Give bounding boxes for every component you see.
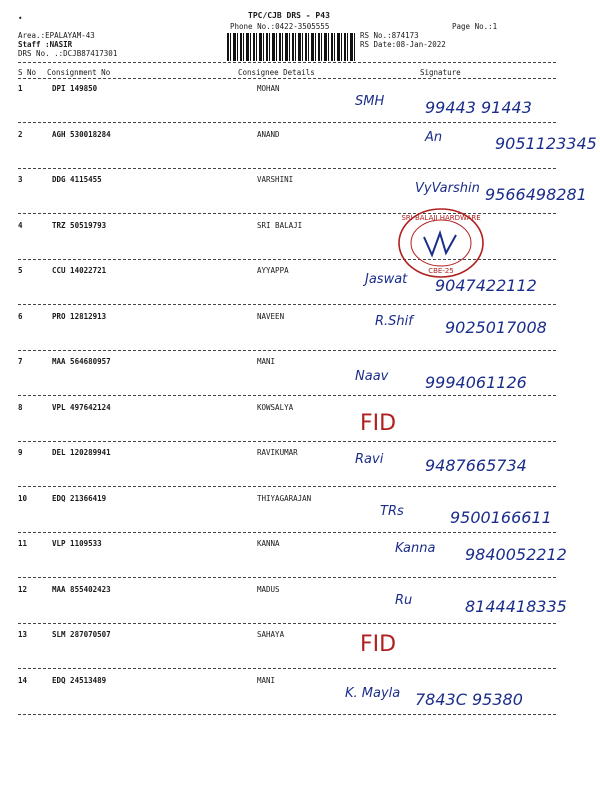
signature-mark: An — [425, 129, 443, 145]
area-label: Area.:EPALAYAM-43 — [18, 31, 95, 40]
signature-mark: K. Mayla — [345, 685, 401, 701]
consignee-name: NAVEEN — [257, 311, 285, 321]
consignee-name: SAHAYA — [257, 630, 285, 639]
consignment-number: SLM 287070507 — [52, 630, 111, 639]
row-number: 2 — [18, 129, 23, 139]
signature-mark: VyVarshin — [415, 181, 480, 196]
consignee-name: KANNA — [257, 539, 280, 548]
col-consignment: Consignment No — [47, 68, 111, 77]
row-divider — [18, 304, 556, 305]
signature-mark: Ru — [395, 592, 413, 608]
signature-mark: FID — [360, 410, 397, 436]
staff-label: Staff :NASIR — [18, 40, 73, 49]
signature-mark: R.Shif — [375, 313, 413, 329]
row-divider — [18, 350, 556, 351]
consignment-number: MAA 855402423 — [52, 584, 111, 594]
consignee-name: ANAND — [257, 129, 280, 139]
consignee-name: RAVIKUMAR — [257, 448, 298, 457]
rs-date: RS Date:08-Jan-2022 — [360, 40, 446, 49]
signature-phone: 9051123345 — [495, 133, 597, 153]
consignment-number: DDG 4115455 — [52, 175, 102, 184]
row-number: 9 — [18, 448, 23, 457]
row-divider — [18, 122, 556, 123]
signature-phone: 9500166611 — [450, 507, 552, 527]
consignment-number: AGH 530018284 — [52, 129, 111, 139]
consignment-number: DPI 149850 — [52, 84, 98, 93]
row-number: 8 — [18, 402, 23, 412]
rs-number: RS No.:874173 — [360, 31, 419, 40]
consignee-name: SRI BALAJI — [257, 220, 303, 230]
consignment-number: PRO 12812913 — [52, 311, 107, 321]
barcode — [227, 33, 357, 61]
row-number: 3 — [18, 175, 23, 184]
signature-phone: 9487665734 — [425, 456, 527, 475]
consignment-number: VPL 497642124 — [52, 402, 111, 412]
consignee-name: MOHAN — [257, 84, 280, 93]
row-number: 11 — [18, 539, 28, 548]
consignment-number: TRZ 50519793 — [52, 220, 107, 230]
signature-phone: 9840052212 — [465, 545, 567, 564]
phone-number: Phone No.:0422-3505555 — [230, 22, 330, 31]
row-divider — [18, 441, 556, 442]
page-number: Page No.:1 — [452, 22, 498, 31]
row-divider — [18, 714, 556, 715]
consignment-number: EDQ 24513489 — [52, 675, 107, 685]
signature-phone: 9566498281 — [485, 185, 587, 204]
stamp-bottom-text: CBE-25 — [428, 267, 454, 275]
consignment-number: DEL 120289941 — [52, 448, 111, 457]
consignment-number: EDQ 21366419 — [52, 493, 107, 503]
signature-mark: Jaswat — [365, 272, 408, 287]
col-signature: Signature — [420, 68, 461, 77]
consignee-name: AYYAPPA — [257, 266, 289, 275]
signature-mark: TRs — [380, 503, 404, 519]
signature-mark: Kanna — [395, 541, 436, 556]
row-divider — [18, 395, 556, 396]
row-number: 1 — [18, 84, 23, 93]
stamp-top-text: SRI BALAJI HARDWARE — [401, 214, 481, 222]
consignee-name: MADUS — [257, 584, 280, 594]
signature-phone: 9025017008 — [445, 317, 547, 337]
consignment-number: VLP 1109533 — [52, 539, 102, 548]
signature-phone: 7843C 95380 — [415, 689, 523, 709]
company-stamp — [396, 207, 486, 279]
row-divider — [18, 623, 556, 624]
consignee-name: THIYAGARAJAN — [257, 493, 312, 503]
signature-phone: 8144418335 — [465, 596, 567, 616]
row-number: 10 — [18, 493, 28, 503]
signature-phone: 9047422112 — [435, 276, 537, 295]
signature-mark: FID — [360, 632, 397, 657]
row-divider — [18, 668, 556, 669]
row-number: 6 — [18, 311, 23, 321]
row-divider — [18, 532, 556, 533]
signature-mark: Ravi — [355, 452, 384, 467]
row-number: 12 — [18, 584, 28, 594]
signature-mark: Naav — [355, 369, 389, 384]
signature-phone: 9994061126 — [425, 373, 527, 392]
header-bullet: • — [18, 14, 23, 23]
signature-mark: SMH — [355, 94, 385, 109]
col-consignee: Consignee Details — [238, 68, 315, 77]
row-number: 4 — [18, 220, 23, 230]
consignee-name: KOWSALYA — [257, 402, 294, 412]
consignee-name: MANI — [257, 357, 276, 366]
row-divider — [18, 168, 556, 169]
consignment-number: CCU 14022721 — [52, 266, 107, 275]
row-number: 13 — [18, 630, 28, 639]
consignee-name: MANI — [257, 675, 276, 685]
col-sno: S No — [18, 68, 37, 77]
divider — [18, 78, 556, 79]
consignment-number: MAA 564680957 — [52, 357, 111, 366]
row-number: 7 — [18, 357, 23, 366]
drs-title: TPC/CJB DRS - P43 — [248, 11, 330, 20]
consignee-name: VARSHINI — [257, 175, 294, 184]
row-divider — [18, 486, 556, 487]
divider — [18, 62, 556, 63]
drs-number: DRS No. .:DCJB87417301 — [18, 49, 118, 58]
row-number: 14 — [18, 675, 28, 685]
signature-phone: 99443 91443 — [425, 98, 532, 117]
row-divider — [18, 577, 556, 578]
row-number: 5 — [18, 266, 23, 275]
